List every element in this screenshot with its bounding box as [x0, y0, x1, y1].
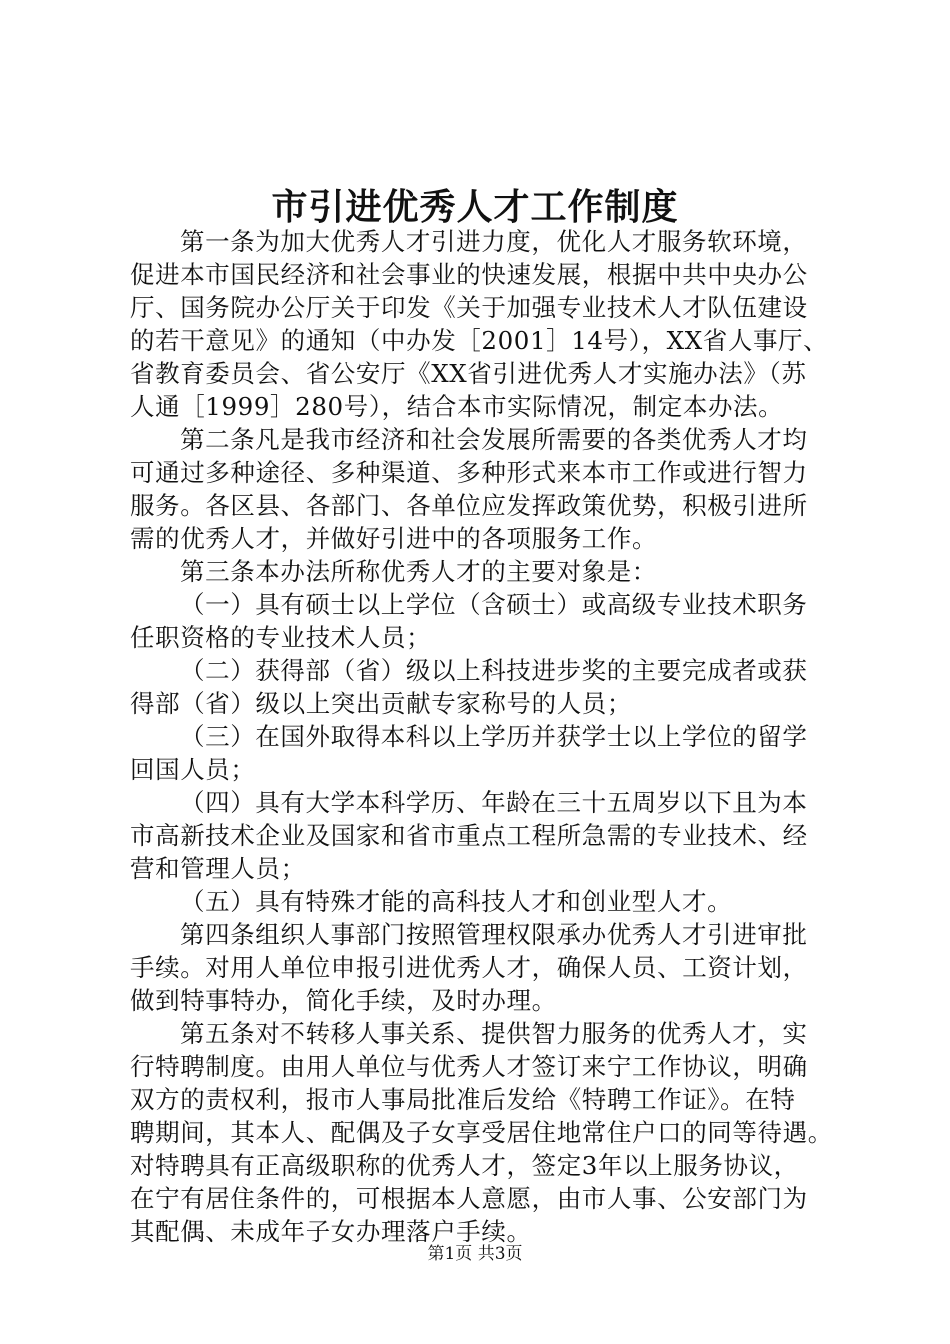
body-line: 省教育委员会、省公安厅《XX省引进优秀人才实施办法》（苏	[130, 359, 807, 388]
body-line: （五）具有特殊才能的高科技人才和创业型人才。	[180, 887, 733, 916]
body-line: 双方的责权利，报市人事局批准后发给《特聘工作证》。在特	[130, 1085, 796, 1114]
body-line: 聘期间，其本人、配偶及子女享受居住地常住户口的同等待遇。	[130, 1118, 833, 1147]
body-line: 任职资格的专业技术人员；	[130, 623, 432, 652]
body-line: 厅、国务院办公厅关于印发《关于加强专业技术人才队伍建设	[130, 293, 808, 322]
document-title: 市引进优秀人才工作制度	[271, 186, 679, 228]
document-body	[130, 225, 840, 1248]
body-line: （一）具有硕士以上学位（含硕士）或高级专业技术职务	[180, 590, 808, 619]
body-line: 市高新技术企业及国家和省市重点工程所急需的专业技术、经	[130, 821, 808, 850]
body-line: （四）具有大学本科学历、年龄在三十五周岁以下且为本	[180, 788, 808, 817]
body-line: 促进本市国民经济和社会事业的快速发展，根据中共中央办公	[130, 260, 808, 289]
body-line: 做到特事特办，简化手续，及时办理。	[130, 986, 557, 1015]
body-line: 回国人员；	[130, 755, 256, 784]
body-line: 第四条组织人事部门按照管理权限承办优秀人才引进审批	[180, 920, 808, 949]
body-line: 得部（省）级以上突出贡献专家称号的人员；	[130, 689, 632, 718]
body-line: 第五条对不转移人事关系、提供智力服务的优秀人才，实	[180, 1019, 808, 1048]
body-line: 可通过多种途径、多种渠道、多种形式来本市工作或进行智力	[130, 458, 808, 487]
body-line: 营和管理人员；	[130, 854, 306, 883]
body-line: （二）获得部（省）级以上科技进步奖的主要完成者或获	[180, 656, 808, 685]
body-line: 手续。对用人单位申报引进优秀人才，确保人员、工资计划，	[130, 953, 808, 982]
body-line: 第三条本办法所称优秀人才的主要对象是：	[180, 557, 657, 586]
body-line: 在宁有居住条件的，可根据本人意愿，由市人事、公安部门为	[130, 1184, 808, 1213]
body-line: 的若干意见》的通知（中办发［2001］14号），XX省人事厅、	[130, 326, 829, 355]
body-line: 第二条凡是我市经济和社会发展所需要的各类优秀人才均	[180, 425, 808, 454]
body-line: 需的优秀人才，并做好引进中的各项服务工作。	[130, 524, 658, 553]
body-line: 人通［1999］280号），结合本市实际情况，制定本办法。	[130, 392, 784, 421]
body-line: 第一条为加大优秀人才引进力度，优化人才服务软环境，	[180, 227, 808, 256]
body-line: 其配偶、未成年子女办理落户手续。	[130, 1217, 532, 1246]
body-line: 行特聘制度。由用人单位与优秀人才签订来宁工作协议，明确	[130, 1052, 808, 1081]
body-line: （三）在国外取得本科以上学历并获学士以上学位的留学	[180, 722, 808, 751]
body-line: 对特聘具有正高级职称的优秀人才，签定3年以上服务协议，	[130, 1151, 799, 1180]
page-footer: 第1页 共3页	[427, 1244, 523, 1264]
body-line: 服务。各区县、各部门、各单位应发挥政策优势，积极引进所	[130, 491, 808, 520]
